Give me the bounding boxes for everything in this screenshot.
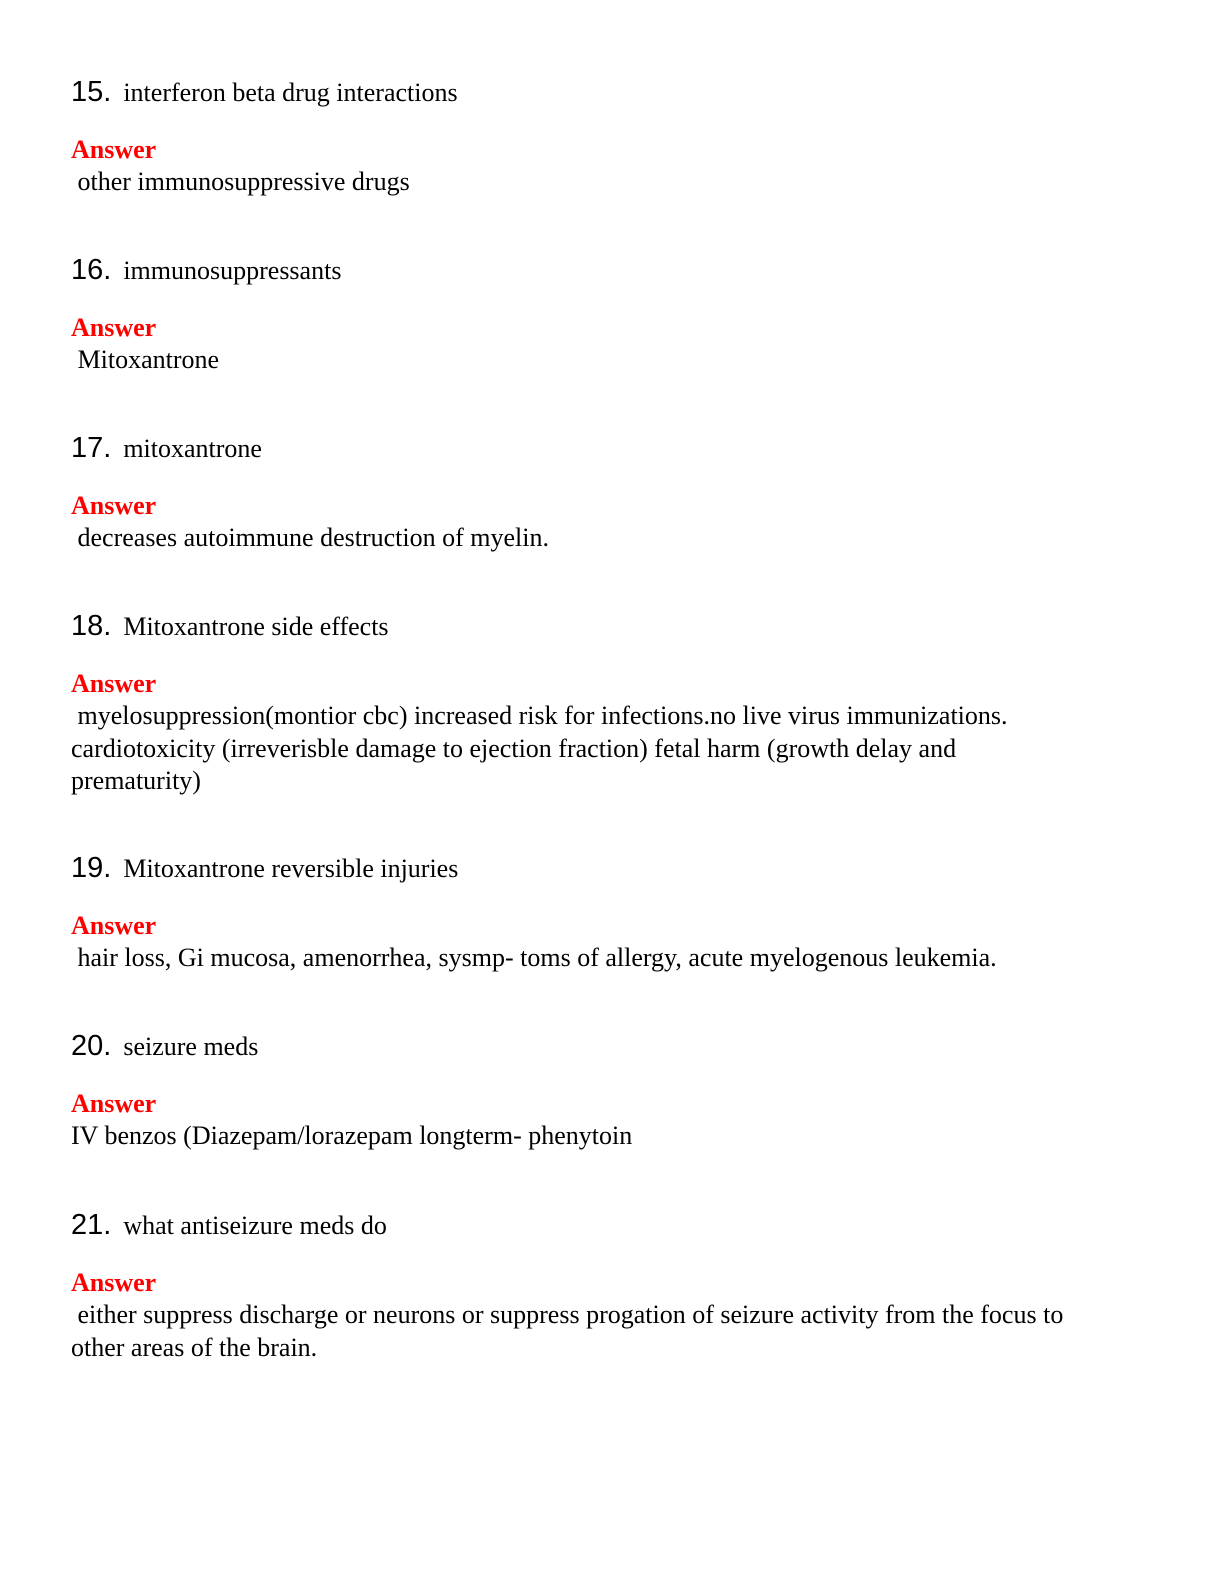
answer-label: Answer <box>71 669 157 698</box>
qa-item-21 <box>71 1205 1151 1364</box>
answer-text: either suppress discharge or neurons or suppress progation of seizure activity from the focus to other areas of the brain. <box>71 1300 1064 1362</box>
question-text: mitoxantrone <box>123 434 262 463</box>
question-number: 20. <box>71 1030 112 1062</box>
question-text: Mitoxantrone reversible injuries <box>123 854 459 883</box>
answer-text: Mitoxantrone <box>71 345 220 374</box>
answer-text: other immunosuppressive drugs <box>71 167 410 196</box>
question-row <box>71 1026 1151 1066</box>
answer-label: Answer <box>71 491 157 520</box>
question-number: 17. <box>71 432 112 464</box>
answer-text: decreases autoimmune destruction of myelin. <box>71 523 549 552</box>
question-text: what antiseizure meds do <box>123 1211 387 1240</box>
qa-item-20 <box>71 1026 1151 1153</box>
question-number: 15. <box>71 76 112 108</box>
qa-item-18 <box>71 606 1151 798</box>
question-row <box>71 428 1151 468</box>
qa-item-19 <box>71 848 1151 975</box>
question-text: Mitoxantrone side effects <box>123 612 389 641</box>
question-text: immunosuppressants <box>123 256 342 285</box>
question-text: seizure meds <box>123 1032 259 1061</box>
question-row <box>71 606 1151 646</box>
qa-item-16 <box>71 250 1151 377</box>
qa-item-15 <box>71 72 1151 199</box>
answer-text: IV benzos (Diazepam/lorazepam longterm- phenytoin <box>71 1121 633 1150</box>
question-row <box>71 848 1151 888</box>
question-text: interferon beta drug interactions <box>123 78 458 107</box>
answer-label: Answer <box>71 135 157 164</box>
answer-text: myelosuppression(montior cbc) increased risk for infections.no live virus immunizations. cardiotoxicity (irreverisble damage to ejection fraction) fetal harm (growth delay and prematurity) <box>71 701 1008 795</box>
question-number: 16. <box>71 254 112 286</box>
answer-label: Answer <box>71 1268 157 1297</box>
answer-label: Answer <box>71 313 157 342</box>
question-number: 21. <box>71 1209 112 1241</box>
qa-item-17 <box>71 428 1151 555</box>
answer-text: hair loss, Gi mucosa, amenorrhea, sysmp- toms of allergy, acute myelogenous leukemia. <box>71 943 997 972</box>
question-number: 19. <box>71 852 112 884</box>
answer-label: Answer <box>71 1089 157 1118</box>
question-row <box>71 72 1151 112</box>
answer-label: Answer <box>71 911 157 940</box>
question-row <box>71 1205 1151 1245</box>
question-number: 18. <box>71 610 112 642</box>
question-row <box>71 250 1151 290</box>
